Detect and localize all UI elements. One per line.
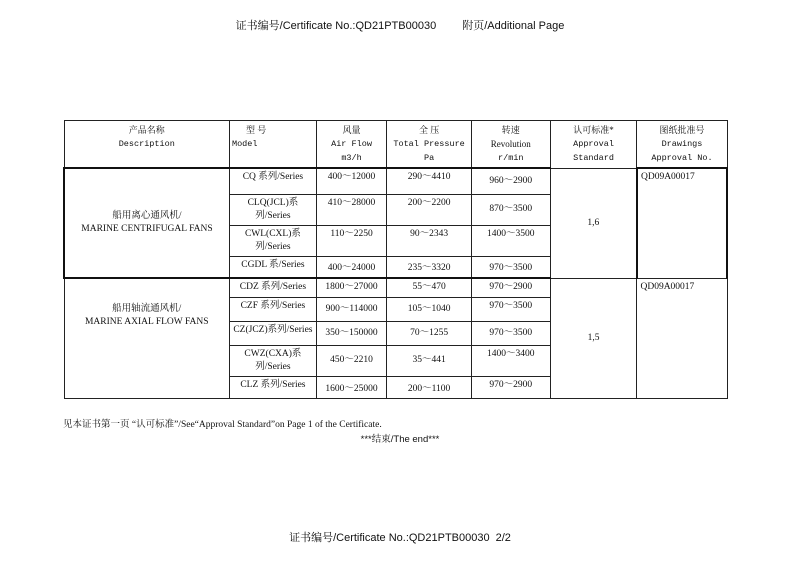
pressure-cell: 290～4410 [387,168,472,194]
end-mark: ***结束/The end*** [360,434,440,445]
header-air-flow: 风量 Air Flow m3/h [316,121,386,169]
header-drawings-approval: 图纸批准号 Drawings Approval No. [637,121,727,169]
drawing-approval-cell: QD09A00017 [637,278,727,398]
header-description: 产品名称 Description [64,121,229,169]
table-row [64,278,727,297]
model-cell: CWL(CXL)系列/Series [229,225,316,256]
revolution-cell: 970～3500 [472,256,551,278]
model-cell: CLZ 系列/Series [229,376,316,398]
model-cell: CZ(JCZ)系列/Series [229,321,316,345]
pressure-cell: 90～2343 [387,225,472,256]
pressure-cell: 105～1040 [387,297,472,321]
header-approval-standard: 认可标准* Approval Standard [550,121,637,169]
revolution-cell: 1400～3500 [472,225,551,256]
page-header [0,17,800,33]
fan-approval-table [63,120,728,399]
footer-certificate-number: 证书编号/Certificate No.:QD21PTB00030 [289,532,490,544]
model-cell: CWZ(CXA)系列/Series [229,345,316,376]
page-number: 2/2 [495,532,511,544]
header-revolution: 转速 Revolution r/min [472,121,551,169]
revolution-cell: 970～3500 [472,297,551,321]
pressure-cell: 35～441 [387,345,472,376]
revolution-cell: 870～3500 [472,194,551,225]
airflow-cell: 1600～25000 [316,376,386,398]
header-total-pressure: 全 压 Total Pressure Pa [387,121,472,169]
pressure-cell: 55～470 [387,278,472,297]
revolution-cell: 970～2900 [472,376,551,398]
pressure-cell: 70～1255 [387,321,472,345]
revolution-cell: 970～3500 [472,321,551,345]
group-description-axial: 船用轴流通风机/ MARINE AXIAL FLOW FANS [64,278,229,398]
revolution-cell: 1400～3400 [472,345,551,376]
model-cell: CGDL 系/Series [229,256,316,278]
airflow-cell: 400～24000 [316,256,386,278]
airflow-cell: 450～2210 [316,345,386,376]
model-cell: CLQ(JCL)系列/Series [229,194,316,225]
revolution-cell: 960～2900 [472,168,551,194]
airflow-cell: 350～150000 [316,321,386,345]
model-cell: CZF 系列/Series [229,297,316,321]
model-cell: CQ 系列/Series [229,168,316,194]
revolution-cell: 970～2900 [472,278,551,297]
pressure-cell: 235～3320 [387,256,472,278]
approval-standard-cell: 1,5 [550,278,637,398]
airflow-cell: 410～28000 [316,194,386,225]
header-model: 型 号 Model [229,121,316,169]
airflow-cell: 1800～27000 [316,278,386,297]
pressure-cell: 200～1100 [387,376,472,398]
pressure-cell: 200～2200 [387,194,472,225]
table-header-row [64,121,727,169]
airflow-cell: 110～2250 [316,225,386,256]
approval-standard-cell: 1,6 [550,168,637,278]
header-certificate-number: 证书编号/Certificate No.:QD21PTB00030 [235,20,437,32]
page-footer [0,529,800,545]
group-description-centrifugal: 船用离心通风机/ MARINE CENTRIFUGAL FANS [64,168,229,278]
airflow-cell: 400～12000 [316,168,386,194]
approval-standard-note: 见本证书第一页 “认可标准”/See“Approval Standard”on Page 1 of the Certificate. [63,420,382,430]
header-page-label: 附页/Additional Page [462,20,565,32]
airflow-cell: 900～114000 [316,297,386,321]
drawing-approval-cell: QD09A00017 [637,168,727,278]
model-cell: CDZ 系列/Series [229,278,316,297]
table-row [64,168,727,194]
